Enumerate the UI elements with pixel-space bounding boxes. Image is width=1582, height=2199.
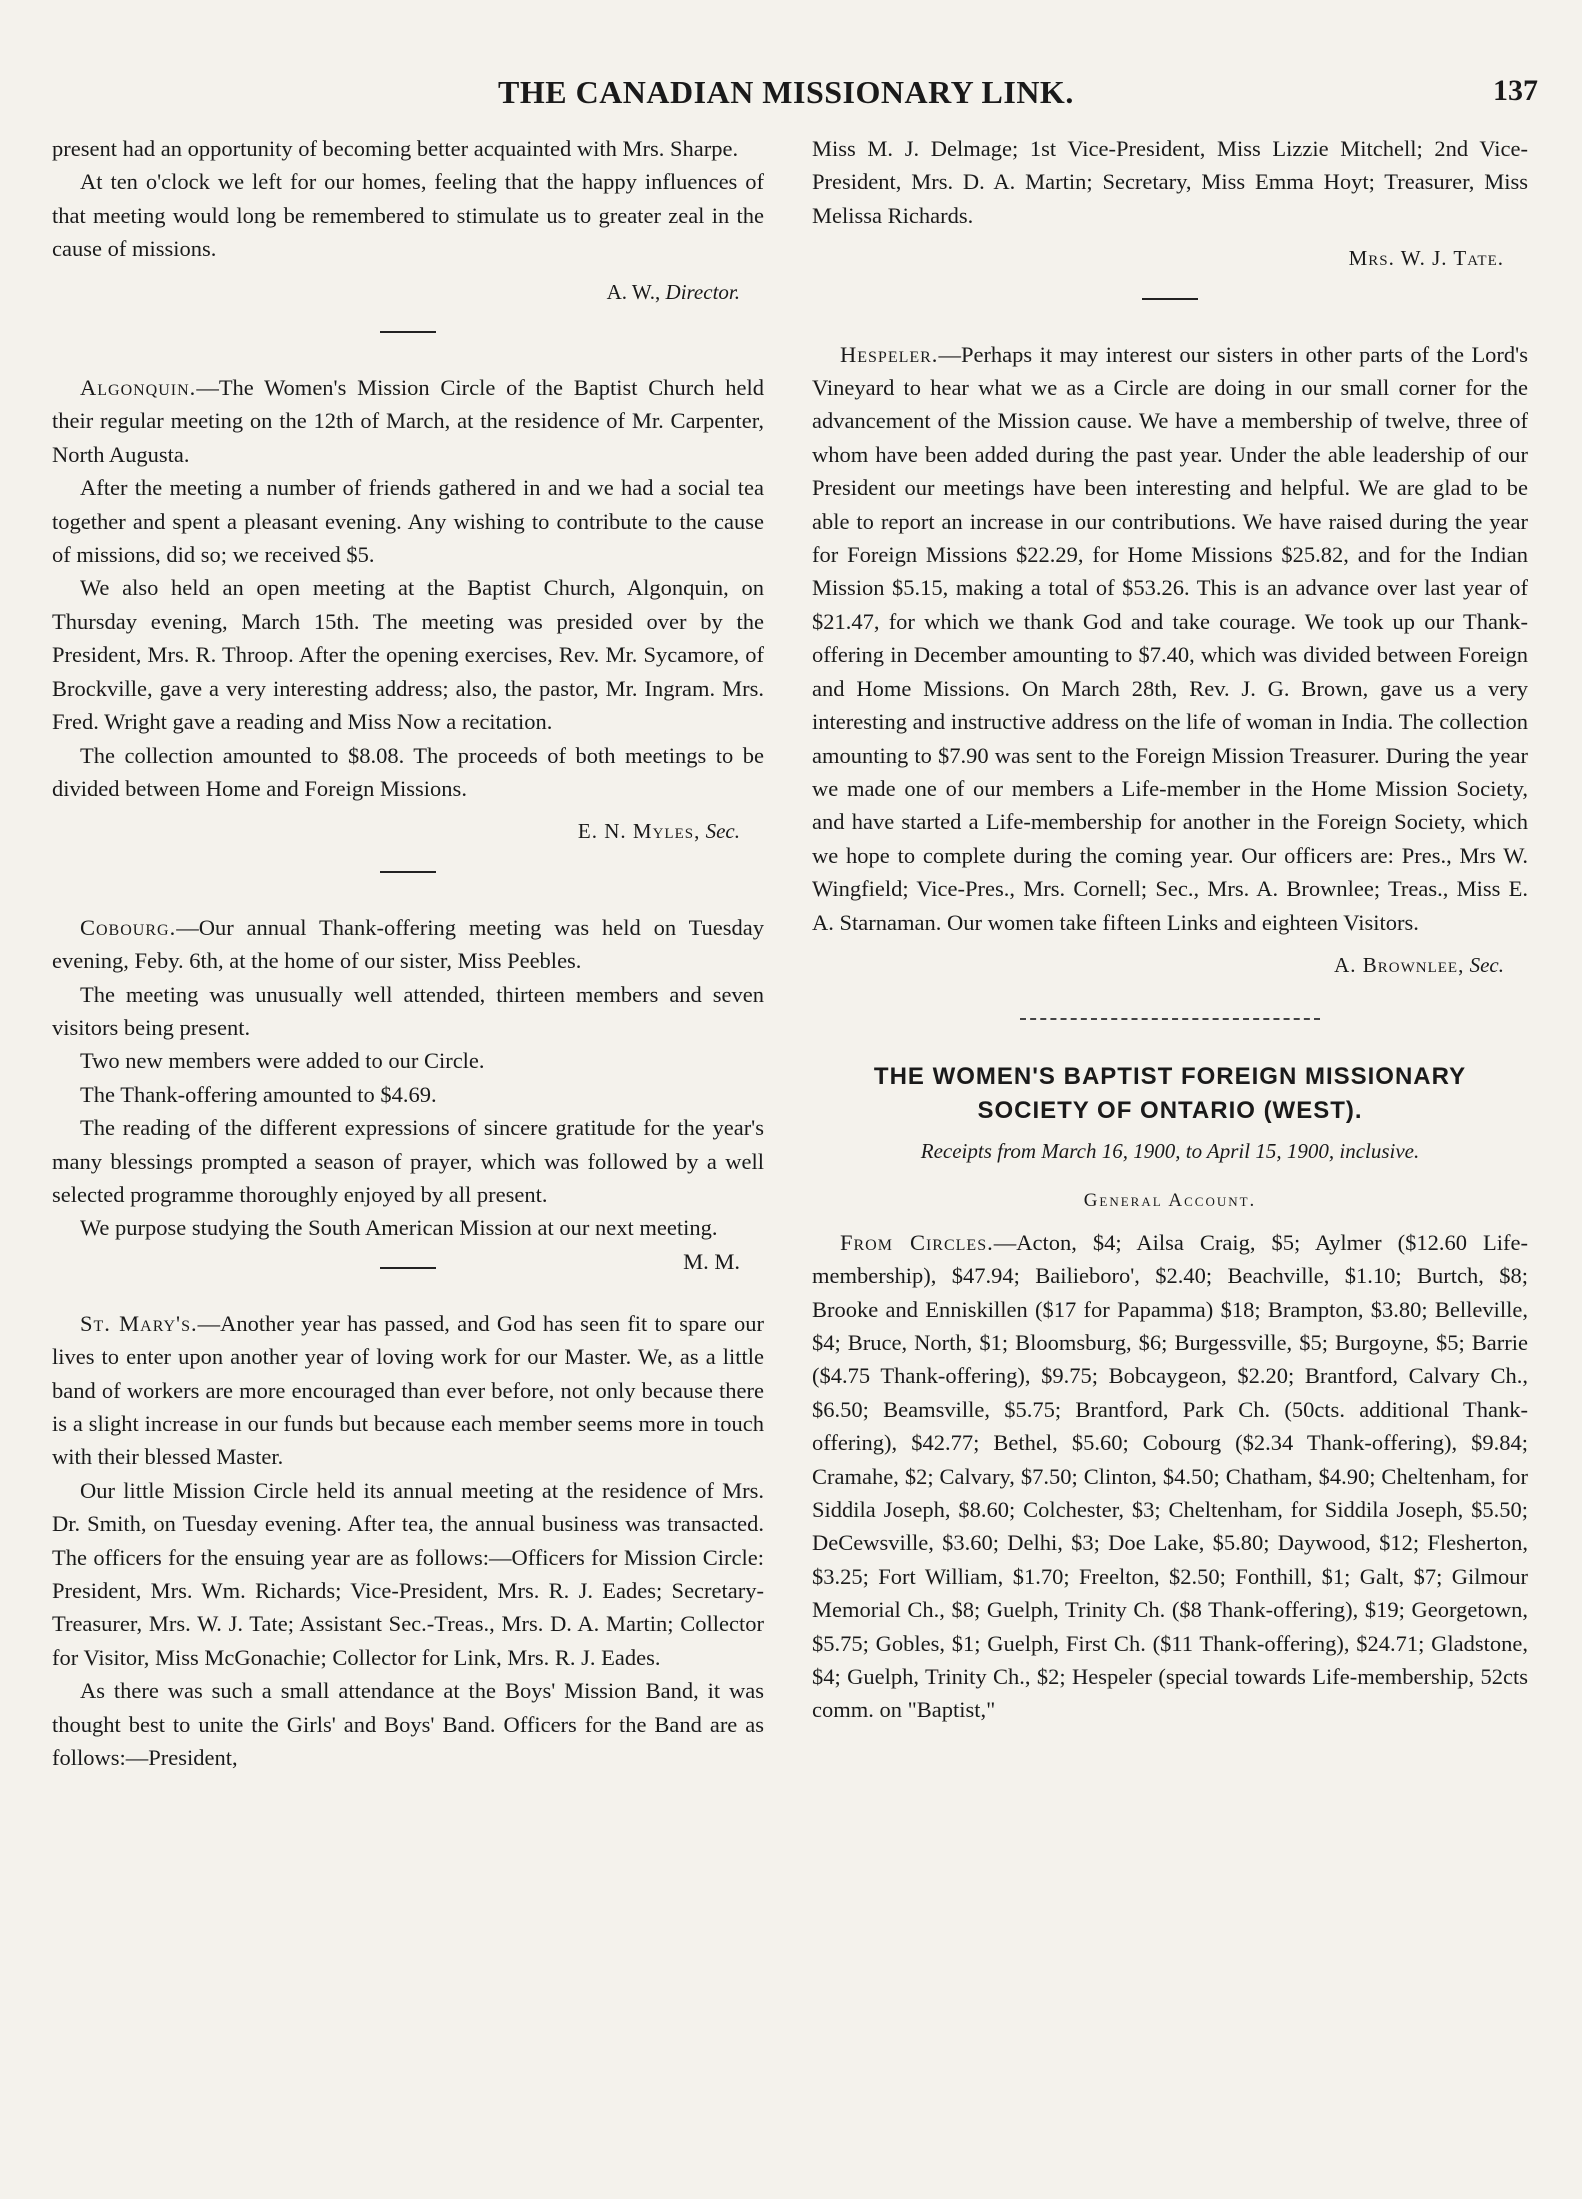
section-divider (380, 331, 436, 333)
report-lead: From Circles. (840, 1229, 994, 1255)
page-number: 137 (1493, 74, 1538, 107)
journal-title: THE CANADIAN MISSIONARY LINK. (498, 74, 1074, 110)
report-hespeler (812, 338, 1528, 939)
section-divider (1142, 298, 1198, 300)
paragraph-text: We purpose studying the South American Mission at our next meeting. (80, 1215, 718, 1241)
heading-line: THE WOMEN'S BAPTIST FOREIGN MISSIONARY (873, 1063, 1467, 1091)
account-heading: General Account. (1083, 1190, 1257, 1212)
signature-name: A. Brownlee, (1334, 952, 1465, 977)
paragraph: After the meeting a number of friends gathered in and we had a social tea together and spent a pleasant evening. Any wishing to contribute to the cause of missions, did so; we received $5. (52, 475, 764, 568)
report-lead: Cobourg. (80, 914, 177, 940)
circles-receipts (812, 1226, 1528, 1727)
signature-role: Sec. (705, 819, 740, 844)
paragraph: The meeting was unusually well attended, thirteen members and seven visitors being present. (52, 981, 764, 1040)
paragraph: As there was such a small attendance at the Boys' Mission Band, it was thought best to unite the Girls' and Boys' Band. Officers for the Band are as follows:—President, (52, 1678, 764, 1771)
report-algonquin (52, 371, 764, 471)
paragraph (52, 1211, 764, 1274)
section-divider (380, 871, 436, 873)
paragraph: The collection amounted to $8.08. The proceeds of both meetings to be divided between Home and Foreign Missions. (52, 742, 764, 801)
paragraph: The Thank-offering amounted to $4.69. (80, 1081, 437, 1107)
paragraph: At ten o'clock we left for our homes, feeling that the happy influences of that meeting would long be remembered to stimulate us to greater zeal in the cause of missions. (52, 169, 764, 262)
report-text: —Our annual Thank-offering meeting was held on Tuesday evening, Feby. 6th, at the home of our sister, Miss Peebles. (52, 914, 764, 974)
signature: Mrs. W. J. Tate. (1348, 246, 1504, 271)
paragraph: Two new members were added to our Circle. (80, 1048, 485, 1074)
paragraph: present had an opportunity of becoming better acquainted with Mrs. Sharpe. (52, 136, 739, 161)
report-lead: Algonquin. (80, 375, 197, 401)
report-cobourg (52, 911, 764, 978)
report-lead: St. Mary's. (80, 1310, 198, 1336)
signature-role: Sec. (1469, 952, 1504, 977)
report-text: —Perhaps it may interest our sisters in other parts of the Lord's Vineyard to hear what we as a Circle are doing in our small corner for the advancement of the Mission cause. We have a membership of twelve, three of whom have been added during the past year. Under the able leadership of our President our meetings have been interesting and helpful. We are glad to be able to report an increase in our contributions. We have raised during the year for Foreign Missions $22.29, for Home Missions $25.82, and for the Indian Mission $5.15, making a total of $53.26. This is an advance over last year of $21.47, for which we thank God and take courage. We took up our Thank-offering in December amounting to $7.40, which was divided between Foreign and Home Missions. On March 28th, Rev. J. G. Brown, gave us a very interesting and instructive address on the life of woman in India. The collection amounting to $7.90 was sent to the Foreign Mission Treasurer. During the year we made one of our members a Life-member in the Home Mission Society, and have started a Life-membership for another in the Foreign Society, which we hope to complete during the coming year. Our officers are: Pres., Mrs W. Wingfield; Vice-Pres., Mrs. Cornell; Sec., Mrs. A. Brownlee; Treas., Miss E. A. Starnaman. Our women take fifteen Links and eighteen Visitors. (812, 341, 1528, 935)
report-text: —The Women's Mission Circle of the Baptist Church held their regular meeting on the 12th of March, at the residence of Mr. Carpenter, North Augusta. (52, 375, 764, 467)
signature-role: Director. (665, 279, 740, 304)
report-st-marys (52, 1307, 764, 1474)
signature-name: E. N. Myles, (577, 819, 701, 844)
left-column (52, 132, 764, 1774)
paragraph: Our little Mission Circle held its annual meeting at the residence of Mrs. Dr. Smith, on Tuesday evening. After tea, the annual business was transacted. The officers for the ensuing year are as follows:—Officers for Mission Circle: President, Mrs. Wm. Richards; Vice-President, Mrs. R. J. Eades; Secretary-Treasurer, Mrs. W. J. Tate; Assistant Sec.-Treas., Mrs. D. A. Martin; Collector for Visitor, Miss McGonachie; Collector for Link, Mrs. R. J. Eades. (52, 1477, 764, 1670)
society-heading (812, 1060, 1528, 1128)
report-lead: Hespeler. (840, 341, 939, 367)
signature (52, 815, 740, 848)
signature: M. M. (683, 1248, 740, 1274)
paragraph: Miss M. J. Delmage; 1st Vice-President, Miss Lizzie Mitchell; 2nd Vice-President, Mrs. D. A. Martin; Secretary, Miss Emma Hoyt; Treasurer, Miss Melissa Richards. (812, 136, 1528, 228)
receipts-subheading: Receipts from March 16, 1900, to April 15, 1900, inclusive. (920, 1139, 1420, 1164)
page-header (48, 74, 1538, 124)
report-text: —Acton, $4; Ailsa Craig, $5; Aylmer ($12.60 Life-membership), $47.94; Bailieboro', $2.40; Beachville, $1.10; Burtch, $8; Brooke and Enniskillen ($17 for Papamma) $18; Brampton, $3.80; Belleville, $4; Bruce, North, $1; Bloomsburg, $6; Burgessville, $5; Burgoyne, $5; Barrie ($4.75 Thank-offering), $9.75; Bobcaygeon, $2.20; Brantford, Calvary Ch., $6.50; Beamsville, $5.75; Brantford, Park Ch. (50cts. additional Thank-offering), $42.77; Bethel, $5.60; Cobourg ($2.34 Thank-offering), $9.84; Cramahe, $2; Calvary, $7.50; Clinton, $4.50; Chatham, $4.90; Cheltenham, for Siddila Joseph, $8.60; Colchester, $3; Cheltenham, for Siddila Joseph, $5.50; DeCewsville, $3.60; Delhi, $3; Doe Lake, $5.80; Daywood, $12; Flesherton, $3.25; Fort William, $1.70; Freelton, $2.50; Fonthill, $1; Galt, $7; Gilmour Memorial Ch., $8; Guelph, Trinity Ch. ($8 Thank-offering), $19; Georgetown, $5.75; Gobles, $1; Guelph, First Ch. ($11 Thank-offering), $24.71; Gladstone, $4; Guelph, Trinity Ch., $2; Hespeler (special towards Life-membership, 52cts comm. on "Baptist," (812, 1229, 1528, 1723)
signature (812, 949, 1504, 982)
signature (52, 276, 740, 309)
paragraph: We also held an open meeting at the Baptist Church, Algonquin, on Thursday evening, March 15th. The meeting was presided over by the President, Mrs. R. Throop. After the opening exercises, Rev. Mr. Sycamore, of Brockville, gave a very interesting address; also, the pastor, Mr. Ingram. Mrs. Fred. Wright gave a reading and Miss Now a recitation. (52, 575, 764, 735)
paragraph: The reading of the different expressions of sincere gratitude for the year's many blessings prompted a season of prayer, which was followed by a well selected programme thoroughly enjoyed by all present. (52, 1115, 764, 1207)
heading-line: SOCIETY OF ONTARIO (WEST). (977, 1097, 1363, 1125)
report-text: —Another year has passed, and God has seen fit to spare our lives to enter upon another year of loving work for our Master. We, as a little band of workers are more encouraged than ever before, not only because there is a slight increase in our funds but because each member seems more in touch with their blessed Master. (52, 1310, 764, 1470)
signature-name: A. W., (606, 279, 661, 304)
section-divider (380, 1267, 436, 1269)
right-column (812, 132, 1528, 1727)
section-divider (1020, 1018, 1320, 1020)
